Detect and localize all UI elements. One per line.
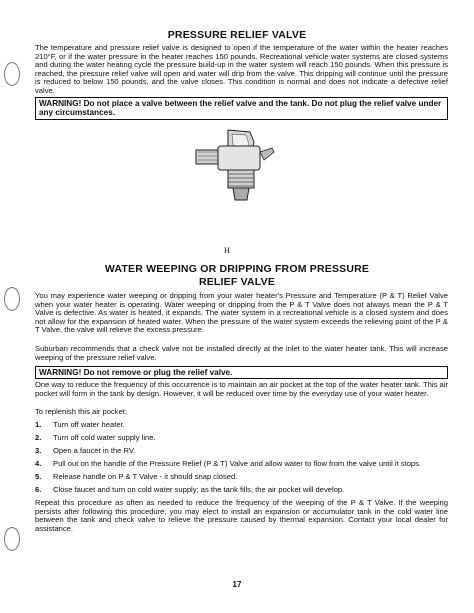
- step-number: 4.: [35, 459, 42, 468]
- step-number: 2.: [35, 433, 42, 442]
- step-text: Release handle on P & T Valve - it should snap closed.: [53, 472, 238, 481]
- step-number: 3.: [35, 446, 42, 455]
- step-number: 6.: [35, 485, 42, 494]
- section-title-weeping-line2: RELIEF VALVE: [198, 276, 276, 288]
- weeping-paragraph-2: Suburban recommends that a check valve not be installed directly at the inlet to the water heater tank. This will increase weeping of the pressure relief valve.: [35, 344, 448, 362]
- relief-valve-illustration: [188, 122, 298, 206]
- steps-intro: To replenish this air pocket:: [35, 407, 128, 416]
- step-text: Turn off water heater.: [53, 420, 125, 429]
- list-item: [35, 459, 448, 468]
- pressure-relief-body: The temperature and pressure relief valve is designed to open if the temperature of the water within the heater reaches 210°F, or if the water pressure in the heater reaches 150 pounds. Recreational vehicle water systems are closed systems and during the water heating cycle the pressure build-up in the water system will reach 150 pounds. When this pressure is reached, the pressure relief valve will open and water will drip from the valve. This dripping will continue until the pressure is reduced to below 150 pounds, and the valve closes. This condition is normal and does not indicate a defective relief valve.: [35, 43, 448, 95]
- page-number: 17: [232, 580, 242, 589]
- step-number: 5.: [35, 472, 42, 481]
- list-item: [35, 420, 448, 429]
- weeping-paragraph-4: Repeat this procedure as often as needed to reduce the frequency of the weeping of the P & T Valve. If the weeping persists after following this procedure, you may elect to install an expansion or accumulator tank in the cold water line between the tank and check valve to relieve the pressure caused by thermal expansion. Contact your local dealer for assistance.: [35, 498, 448, 533]
- list-item: [35, 446, 448, 455]
- weeping-paragraph-1: You may experience water weeping or dripping from your water heater's Pressure and Temperature (P & T) Relief Valve when your water heater is operating. Water weeping or dripping from the P & T Valve does not always mean the P & T Valve is defective. As water is heated, it expands. The water system in a recreational vehicle is a closed system and does not allow for the expansion of heated water. When the pressure of the water system exceeds the relieving point of the P & T Valve, the valve will relieve the excess pressure.: [35, 291, 448, 335]
- section-title-weeping-line1: WATER WEEPING OR DRIPPING FROM PRESSURE: [104, 263, 370, 275]
- step-text: Turn off cold water supply line.: [53, 433, 156, 442]
- list-item: [35, 433, 448, 442]
- warning-box-do-not-remove: WARNING! Do not remove or plug the relief valve.: [35, 366, 448, 379]
- step-text: Close faucet and turn on cold water supply; as the tank fills, the air pocket will develop.: [53, 485, 345, 494]
- weeping-paragraph-3: One way to reduce the frequency of this occurrence is to maintain an air pocket at the top of the water heater tank. This air pocket will form in the tank by design. However, it will be reduced over time by the everyday use of your water heater.: [35, 380, 448, 398]
- list-item: [35, 485, 448, 494]
- step-text: Pull out on the handle of the Pressure Relief (P & T) Valve and allow water to flow from the valve until it stops.: [53, 459, 422, 468]
- binder-hole-middle: [4, 287, 20, 311]
- list-item: [35, 472, 448, 481]
- binder-hole-top: [4, 62, 20, 86]
- step-number: 1.: [35, 420, 42, 429]
- figure-label: H: [224, 246, 230, 255]
- warning-box-relief-valve: WARNING! Do not place a valve between the relief valve and the tank. Do not plug the relief valve under any circumstances.: [35, 97, 448, 120]
- binder-hole-bottom: [4, 527, 20, 551]
- step-text: Open a faucet in the RV.: [53, 446, 136, 455]
- section-title-pressure-relief: PRESSURE RELIEF VALVE: [167, 29, 307, 41]
